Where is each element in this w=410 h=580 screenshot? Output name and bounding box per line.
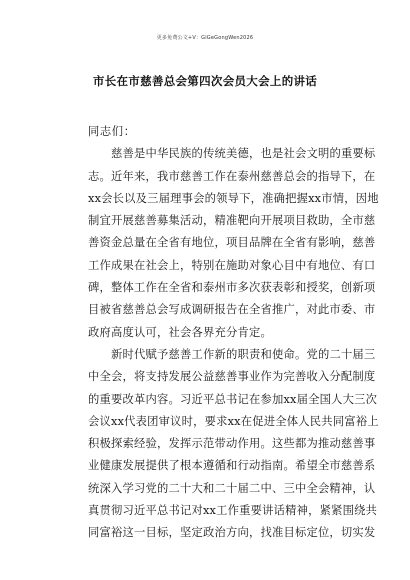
text-line: 同富裕这一目标，坚定政治方向，找准目标定位，切实发 [88,526,376,540]
text-line: 的重要改革内容。习近平总书记在参加xx届全国人大三次 [88,392,378,406]
text-line: 善资金总量在全省有地位，项目品牌在全省有影响，慈善 [88,236,376,250]
text-line: 志。近年来，我市慈善工作在泰州慈善总会的指导下，在 [88,169,376,183]
text-line: 会议xx代表团审议时，要求xx在促进全体人民共同富裕上 [88,414,379,428]
text-line: 政府高度认可，社会各界充分肯定。 [88,325,272,339]
paragraph-2 [88,344,379,545]
text-line: 制宜开展慈善募集活动，精准靶向开展项目救助，全市慈 [88,214,376,228]
text-line: 慈善是中华民族的传统美德，也是社会文明的重要标 [111,147,376,161]
document-title: 市长在市慈善总会第四次会员大会上的讲话 [92,74,318,88]
salutation: 同志们： [88,125,136,138]
text-line: 新时代赋予慈善工作新的职责和使命。党的二十届三 [111,347,376,361]
header-note: 更多免费公文+V：GiGeGongWen2026 [156,35,254,41]
text-line: 碑，整体工作在全省和泰州市多次获表彰和授奖，创新项 [88,281,376,295]
text-line: 真贯彻习近平总书记对xx工作重要讲话精神，紧紧围绕共 [88,504,378,518]
text-line: xx会长以及三届理事会的领导下，准确把握xx市情，因地 [88,191,379,205]
paragraph-1 [88,143,379,344]
text-line: 积极探索经验，发挥示范带动作用。这些都为推动慈善事 [88,437,376,451]
document-body [88,121,379,545]
text-line: 统深入学习党的二十大和二十届二中、三中全会精神，认 [88,481,376,495]
text-line: 目被省慈善总会写成调研报告在全省推广，对此市委、市 [88,303,376,317]
text-line: 工作成果在社会上，特别在施助对象心目中有地位、有口 [88,258,376,272]
text-line: 业健康发展提供了根本遵循和行动指南。希望全市慈善系 [88,459,376,473]
text-line: 中全会，将支持发展公益慈善事业作为完善收入分配制度 [88,370,376,384]
